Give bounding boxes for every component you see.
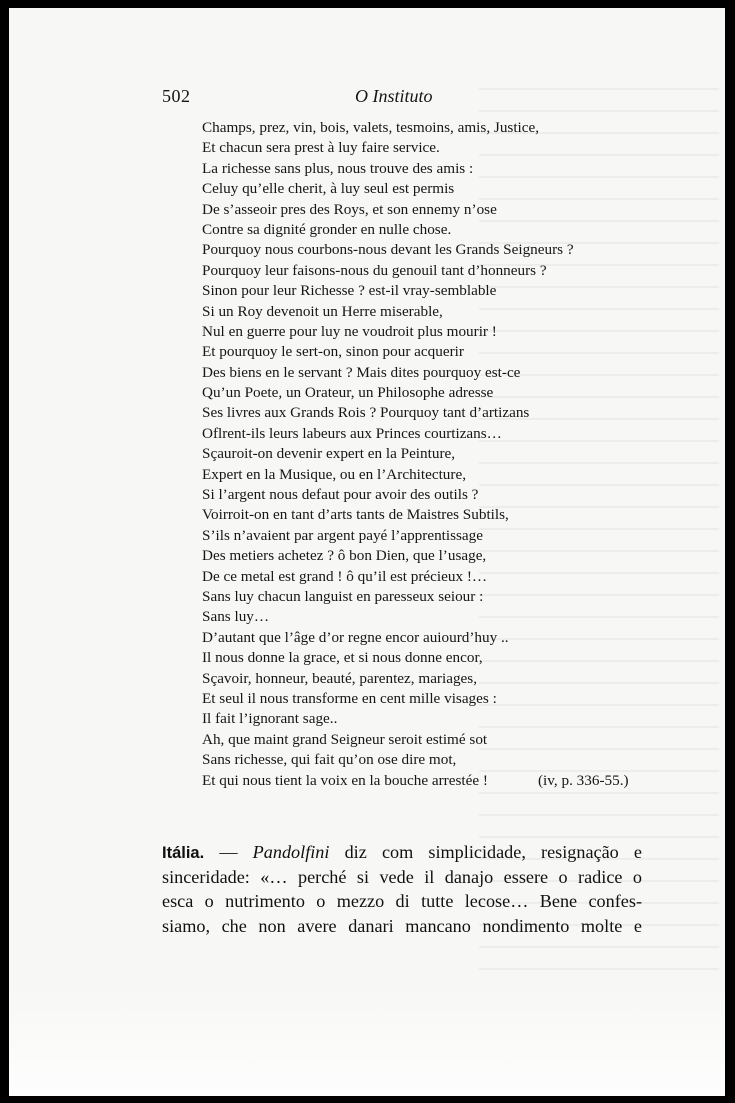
poem-line: La richesse sans plus, nous trouve des amis : [202, 159, 474, 177]
poem-line: Et qui nous tient la voix en la bouche arrestée ! [202, 771, 488, 789]
country-heading: Itália. [162, 844, 205, 862]
poem-line: Et chacun sera prest à luy faire service. [202, 139, 440, 157]
poem-line: Des metiers achetez ? ô bon Dien, que l’usage, [202, 547, 487, 565]
poem-line: Sans luy… [202, 608, 270, 626]
poem-line: Des biens en le servant ? Mais dites pourquoy est-ce [202, 363, 521, 381]
poem-line: Qu’un Poete, un Orateur, un Philosophe adresse [202, 384, 494, 402]
poem-line: Ses livres aux Grands Rois ? Pourquoy tant d’artizans [202, 404, 530, 422]
poem-line: Contre sa dignité gronder en nulle chose. [202, 220, 452, 238]
running-head [9, 76, 725, 106]
paragraph-line: siamo, che non avere danari mancano nondimento molte e [162, 915, 642, 936]
poem-line: De ce metal est grand ! ô qu’il est précieux !… [202, 567, 488, 585]
poem-citation: (iv, p. 336-55.) [538, 772, 629, 789]
paragraph-line: sinceridade: «… perché si vede il danajo essere o radice o [162, 866, 642, 887]
poem-line: Sçauroit-on devenir expert en la Peinture, [202, 445, 456, 463]
poem-line: Si l’argent nous defaut pour avoir des outils ? [202, 486, 479, 504]
poem-line: Pourquoy leur faisons-nous du genouil tant d’honneurs ? [202, 261, 547, 279]
page-bottom-fade [9, 986, 725, 1096]
poem-line: Champs, prez, vin, bois, valets, tesmoins, amis, Justice, [202, 119, 540, 136]
poem-line: Sans richesse, qui fait qu’on ose dire mot, [202, 751, 457, 769]
em-dash: — [204, 842, 253, 862]
poem-line: Il nous donne la grace, et si nous donne encor, [202, 649, 483, 667]
poem-line: S’ils n’avaient par argent payé l’apprentissage [202, 526, 484, 544]
poem-line: Expert en la Musique, ou en l’Architecture, [202, 465, 467, 483]
poem-line: D’autant que l’âge d’or regne encor auiourd’huy .. [202, 628, 509, 646]
poem-line: Sinon pour leur Richesse ? est-il vray-semblable [202, 282, 497, 300]
poem-line: Celuy qu’elle cherit, à luy seul est permis [202, 180, 455, 198]
poem-line: Nul en guerre pour luy ne voudroit plus mourir ! [202, 322, 497, 340]
poem-line: Oflrent-ils leurs labeurs aux Princes courtizans… [202, 424, 502, 442]
page-number: 502 [162, 86, 191, 106]
poem-line: Sans luy chacun languist en paresseux seiour : [202, 587, 484, 605]
poem-line: Voirroit-on en tant d’arts tants de Maistres Subtils, [202, 506, 509, 524]
poem-line: Pourquoy nous courbons-nous devant les Grands Seigneurs ? [202, 241, 574, 259]
poem-block [202, 118, 702, 791]
poem-line: Sçavoir, honneur, beauté, parentez, mariages, [202, 669, 477, 687]
poem-line: Et seul il nous transforme en cent mille visages : [202, 689, 497, 707]
poem-line: Il fait l’ignorant sage.. [202, 710, 338, 728]
poem-line: Et pourquoy le sert-on, sinon pour acquerir [202, 343, 464, 361]
poem-line: De s’asseoir pres des Roys, et son ennemy n’ose [202, 200, 497, 218]
paragraph-line: esca o nutrimento o mezzo di tutte lecose… Bene confes- [162, 891, 642, 911]
journal-title: O Instituto [355, 86, 433, 106]
author-name: Pandolfini [252, 842, 330, 862]
body-paragraph [162, 840, 642, 938]
book-page [9, 8, 725, 1096]
poem-line: Ah, que maint grand Seigneur seroit estimé sot [202, 730, 488, 748]
paragraph-text: diz com simplicidade, resignação e [329, 842, 642, 862]
poem-line: Si un Roy devenoit un Herre miserable, [202, 302, 443, 320]
paragraph-line [162, 840, 642, 865]
